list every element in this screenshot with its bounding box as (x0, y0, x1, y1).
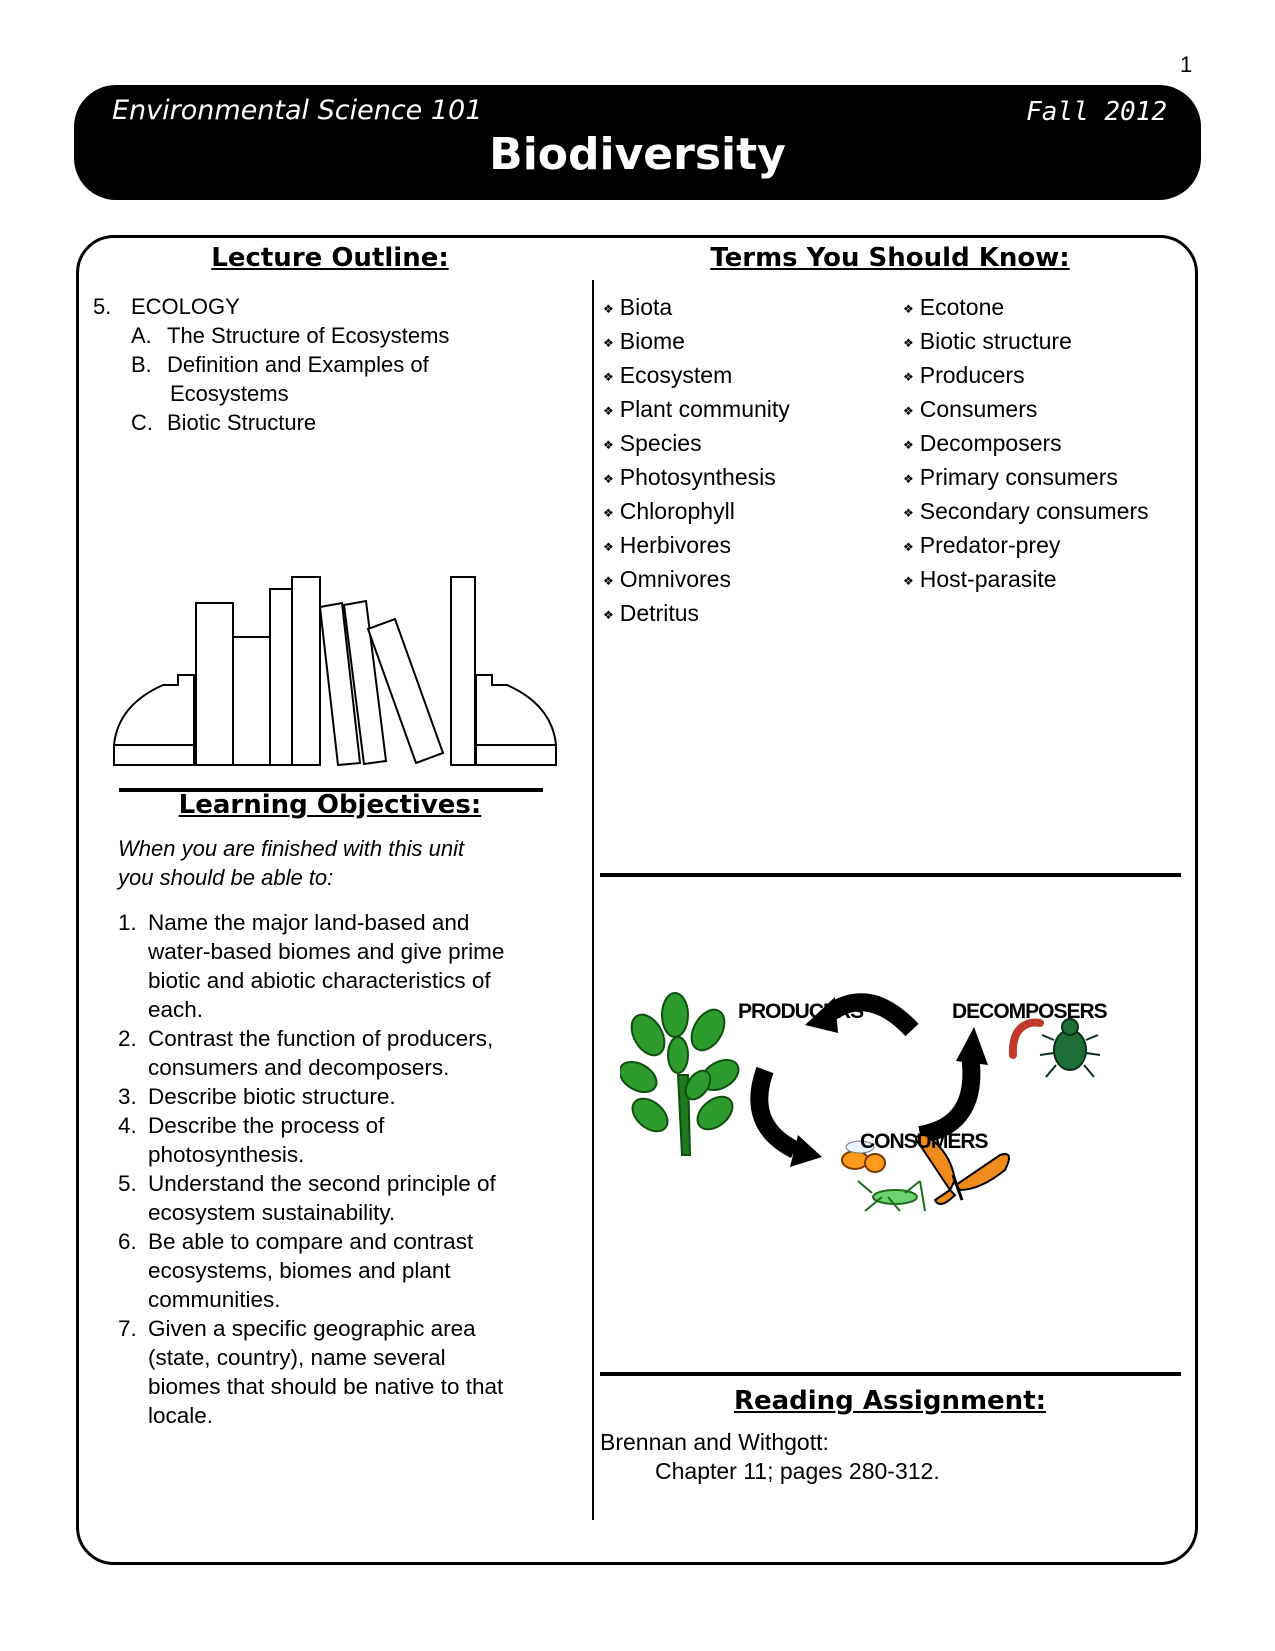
objective-item (118, 908, 558, 1024)
term-item: ❖ Chlorophyll (603, 498, 735, 524)
reading-line: Chapter 11; pages 280-312. (655, 1458, 940, 1484)
diamond-bullet-icon: ❖ (603, 574, 614, 588)
term-item: ❖ Biome (603, 328, 685, 354)
objective-number: 3. (118, 1084, 137, 1109)
outline-item: Definition and Examples of (167, 352, 429, 377)
outline-marker: 5. (93, 294, 112, 319)
term-item: ❖ Species (603, 430, 702, 456)
objective-line: communities. (148, 1287, 281, 1312)
term-item: ❖ Ecosystem (603, 362, 733, 388)
term-item: ❖ Secondary consumers (903, 498, 1149, 524)
term-item: ❖ Omnivores (603, 566, 731, 592)
term-item: ❖ Biota (603, 294, 673, 320)
objective-item (118, 1082, 558, 1111)
objective-number: 2. (118, 1026, 137, 1051)
objective-item (118, 1024, 558, 1082)
objective-line: biotic and abiotic characteristics of (148, 968, 491, 993)
column-divider (592, 280, 594, 1520)
objective-line: each. (148, 997, 204, 1022)
objective-number: 6. (118, 1229, 137, 1254)
objective-line: Contrast the function of producers, (148, 1026, 494, 1051)
outline-marker: B. (131, 352, 152, 377)
terms-column-1 (603, 292, 790, 632)
plant-icon (620, 993, 744, 1155)
learning-objectives-heading: Learning Objectives: (178, 790, 482, 820)
term-item: ❖ Host-parasite (903, 566, 1057, 592)
objective-line: Describe biotic structure. (148, 1084, 396, 1109)
diamond-bullet-icon: ❖ (603, 506, 614, 520)
diamond-bullet-icon: ❖ (603, 404, 614, 418)
outline-item: Ecosystems (170, 381, 289, 406)
outline-marker: A. (131, 323, 152, 348)
objective-line: biomes that should be native to that (148, 1374, 504, 1399)
diamond-bullet-icon: ❖ (603, 370, 614, 384)
objective-line: locale. (148, 1403, 214, 1428)
diamond-bullet-icon: ❖ (903, 574, 914, 588)
outline-marker: C. (131, 410, 153, 435)
diamond-bullet-icon: ❖ (903, 302, 914, 316)
diamond-bullet-icon: ❖ (903, 540, 914, 554)
objectives-intro: When you are finished with this unit (118, 836, 465, 861)
diamond-bullet-icon: ❖ (903, 336, 914, 350)
diamond-bullet-icon: ❖ (903, 404, 914, 418)
objective-number: 1. (118, 910, 137, 935)
diamond-bullet-icon: ❖ (903, 438, 914, 452)
diamond-bullet-icon: ❖ (603, 608, 614, 622)
objective-line: Be able to compare and contrast (148, 1229, 474, 1254)
course-name: Environmental Science 101 (112, 95, 483, 126)
objective-line: ecosystem sustainability. (148, 1200, 396, 1225)
objective-line: water-based biomes and give prime (148, 939, 505, 964)
term-item: ❖ Predator-prey (903, 532, 1061, 558)
objective-line: Describe the process of (148, 1113, 385, 1138)
objective-line: ecosystems, biomes and plant (148, 1258, 451, 1283)
right-divider-top (600, 873, 1181, 877)
diamond-bullet-icon: ❖ (603, 438, 614, 452)
objectives-intro: you should be able to: (118, 865, 334, 890)
terms-column-2 (903, 292, 1149, 598)
objective-number: 5. (118, 1171, 137, 1196)
term-item: ❖ Decomposers (903, 430, 1062, 456)
term-item: ❖ Producers (903, 362, 1025, 388)
outline-item: Biotic Structure (167, 410, 317, 435)
reading-assignment-heading: Reading Assignment: (733, 1386, 1047, 1416)
objective-line: Name the major land-based and (148, 910, 470, 935)
objective-line: photosynthesis. (148, 1142, 305, 1167)
reading-line: Brennan and Withgott: (600, 1429, 829, 1455)
term-item: ❖ Primary consumers (903, 464, 1118, 490)
beetle-icon (1040, 1019, 1100, 1077)
term-item: ❖ Plant community (603, 396, 790, 422)
term-item: ❖ Ecotone (903, 294, 1005, 320)
term-item: ❖ Biotic structure (903, 328, 1072, 354)
objective-line: (state, country), name several (148, 1345, 446, 1370)
objective-line: Given a specific geographic area (148, 1316, 476, 1341)
books-bookends-illustration (108, 565, 568, 780)
objective-item (118, 1169, 558, 1227)
producers-label: PRODUCERS (738, 1000, 864, 1023)
objective-line: Understand the second principle of (148, 1171, 496, 1196)
diamond-bullet-icon: ❖ (903, 472, 914, 486)
decomposers-label: DECOMPOSERS (952, 1000, 1107, 1023)
grasshopper-icon (858, 1181, 925, 1211)
term-item: ❖ Consumers (903, 396, 1038, 422)
header-banner (74, 85, 1201, 200)
lecture-outline-heading: Lecture Outline: (211, 243, 449, 273)
outline-item: ECOLOGY (131, 294, 240, 319)
diamond-bullet-icon: ❖ (603, 540, 614, 554)
diamond-bullet-icon: ❖ (903, 506, 914, 520)
term-item: ❖ Detritus (603, 600, 700, 626)
terms-heading: Terms You Should Know: (710, 243, 1070, 273)
worm-icon (1013, 1023, 1040, 1056)
page-number: 1 (1180, 52, 1193, 77)
right-divider-bottom (600, 1372, 1181, 1376)
term-item: ❖ Herbivores (603, 532, 731, 558)
cycle-arrows (759, 1002, 971, 1150)
page-title: Biodiversity (489, 129, 786, 180)
arrow-producers-to-consumers (759, 1070, 795, 1150)
diamond-bullet-icon: ❖ (903, 370, 914, 384)
arrow-consumers-to-decomposers (920, 1055, 971, 1135)
outline-item: The Structure of Ecosystems (167, 323, 450, 348)
diamond-bullet-icon: ❖ (603, 336, 614, 350)
consumers-label: CONSUMERS (860, 1130, 988, 1153)
term-item: ❖ Photosynthesis (603, 464, 776, 490)
term-label: Fall 2012 (1026, 97, 1167, 127)
diamond-bullet-icon: ❖ (603, 302, 614, 316)
objective-item (118, 1227, 558, 1314)
objective-item (118, 1314, 558, 1430)
objective-line: consumers and decomposers. (148, 1055, 450, 1080)
objective-number: 7. (118, 1316, 137, 1341)
objective-number: 4. (118, 1113, 137, 1138)
diamond-bullet-icon: ❖ (603, 472, 614, 486)
objective-item (118, 1111, 558, 1169)
objectives-list (118, 908, 558, 1430)
